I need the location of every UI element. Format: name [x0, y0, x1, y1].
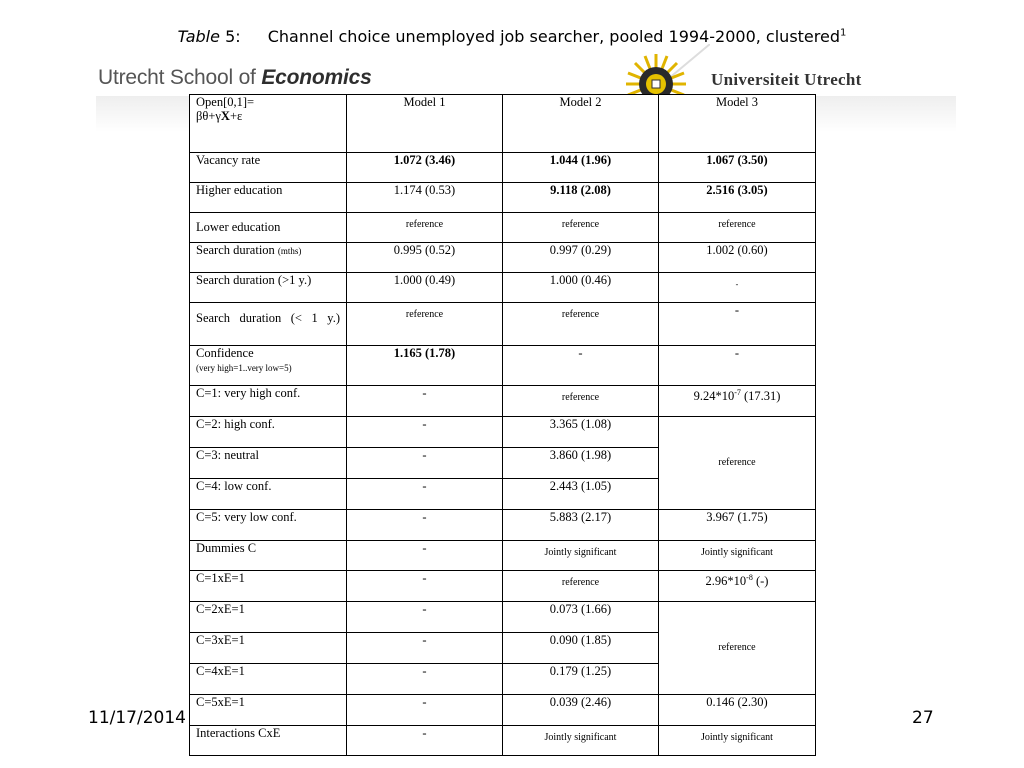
cell-m1: 1.000 (0.49)	[347, 273, 503, 303]
formula-bold-x: X	[220, 109, 230, 123]
cell-m3: 1.002 (0.60)	[659, 243, 816, 273]
cell-m2: -	[503, 346, 659, 386]
row-label	[190, 346, 347, 386]
utrecht-school-logo	[98, 66, 372, 90]
row-label: C=5xE=1	[190, 695, 347, 726]
cell-m3: 0.146 (2.30)	[659, 695, 816, 726]
cell-m2: Jointly significant	[503, 541, 659, 571]
row-label: Search duration (< 1 y.)	[190, 303, 347, 346]
title-footnote: 1	[840, 27, 847, 39]
row-label	[190, 243, 347, 273]
cell-m1: -	[347, 602, 503, 633]
cell-m1: reference	[347, 303, 503, 346]
cell-m2: reference	[503, 303, 659, 346]
cell-m3: 3.967 (1.75)	[659, 510, 816, 541]
cell-m1: 0.995 (0.52)	[347, 243, 503, 273]
table-row	[190, 695, 816, 726]
table-row	[190, 273, 816, 303]
row-label: C=2xE=1	[190, 602, 347, 633]
cell-m2: 0.073 (1.66)	[503, 602, 659, 633]
cell-m2: 0.179 (1.25)	[503, 664, 659, 695]
cell-m3: reference	[659, 213, 816, 243]
cell-m1: -	[347, 510, 503, 541]
cell-m3-base: 9.24*10	[693, 389, 735, 404]
cell-m3: -	[659, 273, 816, 303]
table-row	[190, 243, 816, 273]
row-label: Vacancy rate	[190, 153, 347, 183]
cell-m2: reference	[503, 386, 659, 417]
results-table	[189, 94, 816, 756]
cell-m3-rest: (-)	[752, 574, 769, 589]
cell-m3	[659, 386, 816, 417]
cell-m2: 1.000 (0.46)	[503, 273, 659, 303]
logo-left-bold: Economics	[261, 66, 372, 89]
cell-m2: 1.044 (1.96)	[503, 153, 659, 183]
row-label: Dummies C	[190, 541, 347, 571]
cell-m3-exponent: -7	[734, 388, 741, 397]
cell-m2: 5.883 (2.17)	[503, 510, 659, 541]
row-label: C=3xE=1	[190, 633, 347, 664]
cell-m1: -	[347, 448, 503, 479]
row-label-main: Search duration	[196, 243, 275, 257]
row-label: C=5: very low conf.	[190, 510, 347, 541]
cell-m3: 2.516 (3.05)	[659, 183, 816, 213]
cell-m3: Jointly significant	[659, 726, 816, 756]
row-label: C=2: high conf.	[190, 417, 347, 448]
table-row	[190, 303, 816, 346]
cell-m3: Jointly significant	[659, 541, 816, 571]
cell-m3-merged: reference	[659, 602, 816, 695]
row-label-small: (very high=1..very low=5)	[196, 363, 292, 373]
cell-m1: -	[347, 417, 503, 448]
cell-m3-merged: reference	[659, 417, 816, 510]
logo-left-plain: Utrecht School of	[98, 66, 256, 89]
row-label: C=4xE=1	[190, 664, 347, 695]
cell-m3-base: 2.96*10	[705, 574, 747, 589]
universiteit-utrecht-logo: Universiteit Utrecht	[711, 70, 862, 89]
formula-line-2: βθ+γ	[196, 109, 221, 123]
table-header-row	[190, 95, 816, 153]
cell-m2: 2.443 (1.05)	[503, 479, 659, 510]
cell-m3: 1.067 (3.50)	[659, 153, 816, 183]
row-label-main: Confidence	[196, 346, 254, 360]
cell-m1: -	[347, 571, 503, 602]
table-row	[190, 183, 816, 213]
cell-m2: 9.118 (2.08)	[503, 183, 659, 213]
formula-end: +ε	[229, 109, 243, 123]
cell-m1: -	[347, 541, 503, 571]
header-model-1: Model 1	[347, 95, 503, 153]
header-model-3: Model 3	[659, 95, 816, 153]
row-label: Search duration (>1 y.)	[190, 273, 347, 303]
table-row	[190, 346, 816, 386]
table-row	[190, 726, 816, 756]
cell-m3	[659, 571, 816, 602]
table-row	[190, 386, 816, 417]
cell-m1: 1.072 (3.46)	[347, 153, 503, 183]
formula-cell	[190, 95, 347, 153]
row-label: C=4: low conf.	[190, 479, 347, 510]
table-row	[190, 571, 816, 602]
row-label: C=3: neutral	[190, 448, 347, 479]
formula-line-1: Open[0,1]=	[196, 95, 255, 109]
footer-date: 11/17/2014	[88, 708, 186, 728]
row-label: Higher education	[190, 183, 347, 213]
row-label: Lower education	[190, 213, 347, 243]
cell-m2: reference	[503, 213, 659, 243]
cell-m1: -	[347, 695, 503, 726]
table-row	[190, 417, 816, 448]
cell-m1: -	[347, 386, 503, 417]
cell-m3: -	[659, 346, 816, 386]
cell-m1: -	[347, 633, 503, 664]
cell-m2: 0.090 (1.85)	[503, 633, 659, 664]
header-model-2: Model 2	[503, 95, 659, 153]
cell-m2: 3.365 (1.08)	[503, 417, 659, 448]
table-row	[190, 510, 816, 541]
table-row	[190, 213, 816, 243]
row-label: C=1: very high conf.	[190, 386, 347, 417]
table-row	[190, 153, 816, 183]
cell-m3-exponent: -8	[746, 573, 753, 582]
cell-m2: Jointly significant	[503, 726, 659, 756]
table-row	[190, 541, 816, 571]
cell-m1: -	[347, 726, 503, 756]
cell-m1: -	[347, 479, 503, 510]
cell-m3-rest: (17.31)	[740, 389, 781, 404]
row-label: C=1xE=1	[190, 571, 347, 602]
title-table-number: 5:	[225, 27, 241, 46]
title-table-word: Table	[177, 27, 220, 46]
cell-m1: 1.165 (1.78)	[347, 346, 503, 386]
cell-m1: reference	[347, 213, 503, 243]
cell-m2: reference	[503, 571, 659, 602]
row-label: Interactions CxE	[190, 726, 347, 756]
cell-m1: 1.174 (0.53)	[347, 183, 503, 213]
title-text: Channel choice unemployed job searcher, pooled 1994-2000, clustered	[267, 27, 840, 46]
row-label-small: (mths)	[277, 246, 302, 256]
cell-m2: 0.039 (2.46)	[503, 695, 659, 726]
page-number: 27	[912, 708, 934, 728]
cell-m3: -	[659, 303, 816, 346]
table-row	[190, 602, 816, 633]
cell-m2: 0.997 (0.29)	[503, 243, 659, 273]
cell-m2: 3.860 (1.98)	[503, 448, 659, 479]
slide-title	[0, 27, 1024, 46]
cell-m1: -	[347, 664, 503, 695]
